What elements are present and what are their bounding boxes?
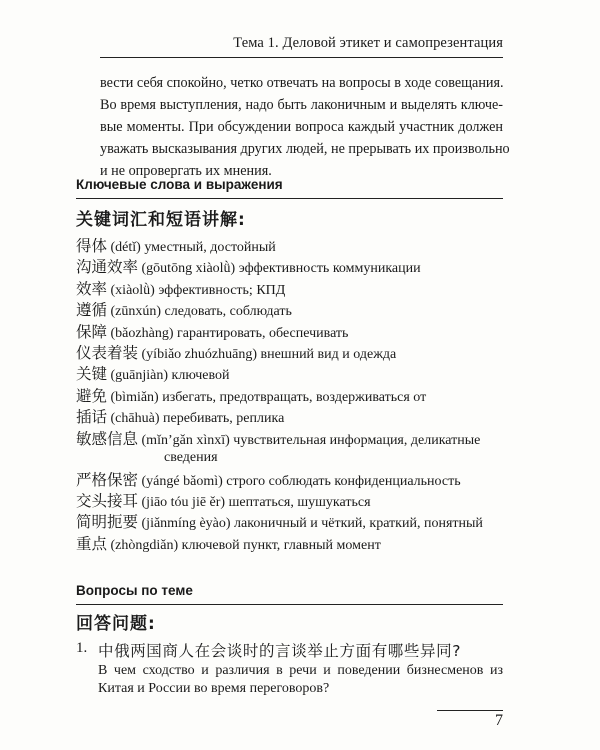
vocab-item bbox=[76, 386, 503, 407]
vocab-item bbox=[76, 534, 503, 555]
vocab-item bbox=[76, 364, 503, 385]
vocab-term: 遵循 bbox=[76, 301, 108, 320]
vocab-definition: (chāhuà) перебивать, реплика bbox=[107, 411, 285, 427]
vocab-term: 插话 bbox=[76, 408, 108, 427]
vocab-term: 关键 bbox=[76, 365, 108, 384]
vocab-definition: (mǐn’gǎn xìnxī) чувствительная информация, деликатные bbox=[138, 432, 481, 448]
questions-list bbox=[76, 640, 503, 698]
questions-section-rule bbox=[76, 604, 503, 605]
intro-paragraph bbox=[100, 72, 510, 182]
vocab-item bbox=[76, 236, 503, 257]
vocab-cn-heading: 关键词汇和短语讲解: bbox=[76, 210, 246, 230]
vocab-item bbox=[76, 300, 503, 321]
intro-line: вести себя спокойно, четко отвечать на вопросы в ходе совещания. bbox=[100, 75, 504, 91]
vocab-item bbox=[76, 257, 503, 278]
vocab-term: 避免 bbox=[76, 386, 108, 405]
vocab-list bbox=[76, 236, 503, 555]
vocab-term: 效率 bbox=[76, 279, 108, 298]
intro-line: вые моменты. При обсуждении вопроса каждый участник должен bbox=[100, 119, 503, 135]
intro-line: уважать высказывания других людей, не прерывать их произвольно bbox=[100, 141, 510, 157]
vocab-definition: (zhòngdiǎn) ключевой пункт, главный момент bbox=[107, 537, 381, 553]
footer-rule bbox=[437, 710, 503, 711]
vocab-item bbox=[76, 470, 503, 491]
question-number: 1. bbox=[76, 640, 88, 656]
questions-section-title: Вопросы по теме bbox=[76, 583, 193, 598]
vocab-definition: (yíbiǎo zhuózhuāng) внешний вид и одежда bbox=[138, 346, 397, 362]
vocab-term: 重点 bbox=[76, 534, 108, 553]
vocab-section-title: Ключевые слова и выражения bbox=[76, 177, 283, 192]
vocab-term: 严格保密 bbox=[76, 470, 139, 489]
vocab-item bbox=[76, 343, 503, 364]
intro-line: Во время выступления, надо быть лаконичным и выделять ключе- bbox=[100, 97, 503, 113]
vocab-definition: (détǐ) уместный, достойный bbox=[107, 240, 276, 255]
vocab-term: 保障 bbox=[76, 322, 108, 341]
vocab-section-rule bbox=[76, 198, 503, 199]
question-chinese: 中俄两国商人在会谈时的言谈举止方面有哪些异同? bbox=[98, 642, 462, 660]
vocab-definition: (jiāo tóu jiē ěr) шептаться, шушукаться bbox=[138, 494, 371, 510]
vocab-term: 简明扼要 bbox=[76, 513, 139, 532]
vocab-item bbox=[76, 429, 503, 470]
vocab-term: 沟通效率 bbox=[76, 258, 139, 277]
question-body bbox=[98, 640, 503, 698]
running-header: Тема 1. Деловой этикет и самопрезентация bbox=[233, 35, 503, 51]
vocab-term: 仪表着装 bbox=[76, 343, 139, 362]
vocab-definition: (yángé bǎomì) строго соблюдать конфиденциальность bbox=[138, 473, 461, 489]
vocab-item bbox=[76, 322, 503, 343]
vocab-item bbox=[76, 491, 503, 512]
vocab-definition: (zūnxún) следовать, соблюдать bbox=[107, 304, 292, 320]
vocab-definition: (bìmiǎn) избегать, предотвращать, воздерживаться от bbox=[107, 389, 427, 405]
vocab-item bbox=[76, 512, 503, 533]
vocab-definition: (gōutōng xiàolǜ) эффективность коммуникации bbox=[138, 261, 421, 277]
vocab-definition: (guānjiàn) ключевой bbox=[107, 368, 230, 384]
vocab-term: 交头接耳 bbox=[76, 491, 139, 510]
vocab-item bbox=[76, 407, 503, 428]
vocab-item bbox=[76, 279, 503, 300]
vocab-definition: (jiǎnmíng èyào) лаконичный и чёткий, краткий, понятный bbox=[138, 516, 483, 532]
header-rule bbox=[100, 57, 503, 58]
vocab-definition: (bǎozhàng) гарантировать, обеспечивать bbox=[107, 325, 349, 341]
vocab-term: 敏感信息 bbox=[76, 429, 139, 448]
vocab-term: 得体 bbox=[76, 237, 108, 255]
vocab-definition: (xiàolǜ) эффективность; КПД bbox=[107, 282, 286, 298]
intro-line: и не опровергать их мнения. bbox=[100, 163, 272, 179]
questions-cn-heading: 回答问题: bbox=[76, 614, 156, 634]
vocab-definition-continuation: сведения bbox=[164, 449, 218, 465]
page-number: 7 bbox=[495, 712, 503, 729]
question-russian: В чем сходство и различия в речи и поведении бизнесменов из Китая и России во время переговоров? bbox=[98, 663, 503, 696]
question-item bbox=[76, 640, 503, 698]
